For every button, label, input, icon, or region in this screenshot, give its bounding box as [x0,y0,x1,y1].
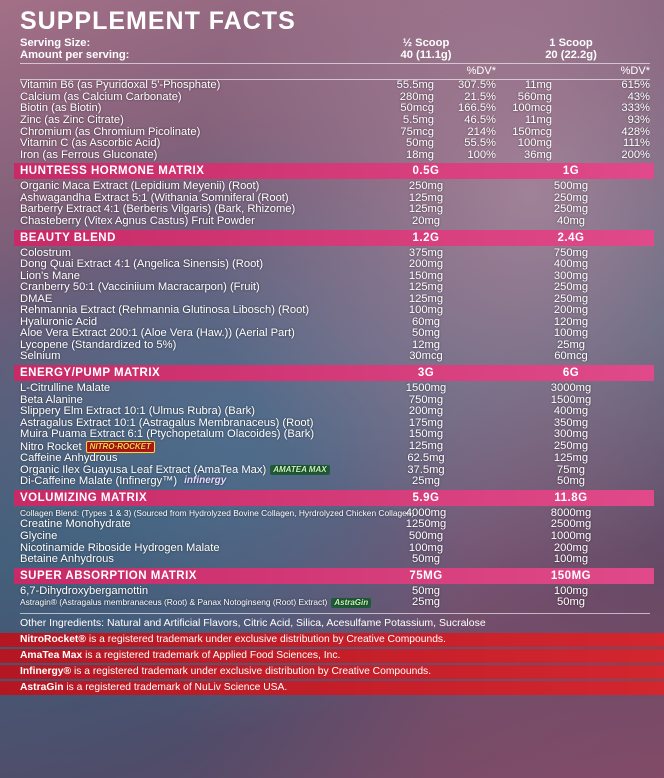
ingredient-label: Astragin® (Astragalus membranaceus (Root) & Panax Notoginseng (Root) Extract) [20,597,328,608]
section-total-half: 3G [417,367,435,379]
section-items [20,585,650,609]
section-title: ENERGY/PUMP MATRIX [20,367,161,379]
half-scoop-amount: 125mg [408,191,444,204]
full-scoop-amount: 25mg [557,338,585,351]
nutrient-name: Iron (as Ferrous Gluconate) [20,149,158,161]
vitamin-row [20,138,650,150]
ingredient-label: Muira Puama Extract 6:1 (Ptychopetalum Olacoides) (Bark) [20,428,315,441]
section-total-full: 6G [562,367,580,379]
ingredient-row [20,429,650,441]
half-scoop-amount: 60mg [412,315,440,328]
section-total-full: 11.8G [554,491,588,504]
half-scoop-amount: 50mg [406,138,434,150]
ingredient-label: Astragalus Extract 10:1 (Astragalus Membranaceus) (Root) [20,416,314,429]
trademark-text: is a registered trademark under exclusive distribution by Creative Compounds. [85,633,446,645]
half-scoop-amount: 125mg [408,292,444,305]
ingredient-row [20,597,650,609]
ingredient-label: Glycine [20,529,58,542]
full-scoop-dv: 428% [621,126,650,138]
section-total-full: 150MG [550,569,592,582]
ingredient-label: Creatine Monohydrate [20,518,131,531]
half-scoop-amount: 750mg [408,393,444,406]
full-scoop-amount: 250mg [553,292,589,305]
ingredient-name [20,282,360,294]
full-scoop-dv: 43% [627,91,650,103]
half-scoop-amount: 125mg [408,203,444,216]
section-items [20,247,650,363]
ingredient-label: Barberry Extract 4:1 (Berberis Vilgaris) (Bark, Rhizome) [20,203,296,216]
full-scoop-amount: 8000mg [550,506,592,519]
ingredient-label: Nicotinamide Riboside Hydrogen Malate [20,541,220,554]
full-scoop-dv: 333% [621,103,650,115]
half-scoop-amount: 20mg [412,214,440,227]
section-total-half: 75MG [409,569,443,582]
half-scoop-amount: 1500mg [405,382,447,394]
ingredient-name [20,429,360,441]
ingredient-name [20,597,369,609]
brand-logo-icon: NITRO·ROCKET [86,441,155,453]
ingredient-row [20,586,650,598]
ingredient-label: Collagen Blend: (Types 1 & 3) (Sourced from Hydrolyzed Bovine Collagen, Hyrdrolyzed Chicken Collagen) [20,507,415,518]
nutrient-name: Calcium (as Calcium Carbonate) [20,91,182,103]
section-total-half: 0.5G [412,165,440,178]
half-scoop-dv: 100% [467,149,496,161]
half-scoop-amount: 280mg [399,91,434,103]
trademark-brand: NitroRocket® [20,633,86,645]
facts-title: SUPPLEMENT FACTS [20,7,296,35]
trademark-note [0,665,664,679]
full-scoop-amount: 1500mg [550,393,592,406]
section-header-bar [14,230,654,246]
full-scoop-header: 1 Scoop [549,37,593,49]
full-scoop-amount: 250mg [553,191,589,204]
ingredient-label: Hyaluronic Acid [20,315,98,328]
half-scoop-amount: 500mg [408,529,444,542]
other-ingredients: Other Ingredients: Natural and Artificial Flavors, Citric Acid, Silica, Acesulfame Potassium, Sucralose [20,613,650,631]
ingredient-name [20,216,360,228]
ingredient-row [20,282,650,294]
full-scoop-amount: 100mg [517,138,552,150]
full-scoop-amount: 250mg [553,281,589,294]
half-scoop-amount: 200mg [408,405,444,418]
ingredient-label: Di-Caffeine Malate (Infinergy™) [20,475,178,488]
ingredient-row [20,216,650,228]
trademark-brand: Infinergy® [20,665,72,677]
half-scoop-amount: 100mg [408,541,444,554]
half-scoop-amount: 50mg [412,584,440,597]
trademark-text: is a registered trademark of Applied Food Sciences, Inc. [82,649,341,661]
half-scoop-amount: 125mg [408,439,444,452]
ingredient-row [20,554,650,566]
ingredient-label: Organic Ilex Guayusa Leaf Extract (AmaTea Max) [20,463,267,476]
half-scoop-amount: 30mcg [409,350,443,363]
ingredient-label: Betaine Anhydrous [20,553,114,566]
half-scoop-amount: 1250mg [405,518,447,531]
full-scoop-amount: 200mg [553,304,589,317]
facts-content [20,6,650,695]
full-scoop-amount: 750mg [553,246,589,259]
full-scoop-amount: 100mcg [512,103,552,115]
ingredient-label: Lycopene (Standardized to 5%) [20,338,177,351]
trademark-note [0,633,664,647]
ingredient-name [20,519,360,531]
ingredient-name [20,351,360,363]
full-scoop-dv: 615% [621,80,650,92]
half-scoop-amount: 37.5mg [407,463,445,476]
vitamin-row [20,92,650,104]
ingredient-name [20,586,360,598]
full-scoop-amount: 75mg [557,463,585,476]
full-scoop-amount: 1000mg [550,529,592,542]
half-scoop-amount: 4000mg [405,506,447,519]
half-scoop-amount: 375mg [408,246,444,259]
ingredient-row [20,383,650,395]
full-scoop-amount: 100mg [553,327,589,340]
daily-value-header-row [20,64,650,80]
section-title: SUPER ABSORPTION MATRIX [20,569,197,582]
half-scoop-amount: 100mg [408,304,444,317]
section-header-bar [14,163,654,179]
nutrient-name: Vitamin C (as Ascorbic Acid) [20,138,161,150]
ingredient-label: 6,7-Dihydroxybergamottin [20,584,149,597]
full-scoop-amount: 500mg [553,180,589,193]
section-header-bar [14,568,654,584]
full-scoop-amount: 300mg [553,269,589,282]
full-scoop-amount: 120mg [553,315,589,328]
half-scoop-dv: 166.5% [458,103,496,115]
full-scoop-amount: 100mg [553,584,589,597]
full-scoop-amount: 2500mg [550,518,592,531]
half-scoop-amount: 75mcg [400,126,434,138]
section-title: HUNTRESS HORMONE MATRIX [20,165,205,178]
ingredient-row [20,259,650,271]
full-scoop-amount: 40mg [557,214,585,227]
ingredient-label: L-Citrulline Malate [20,382,111,394]
full-scoop-amount: 11mg [524,80,552,92]
full-scoop-amount: 400mg [553,258,589,271]
brand-logo-icon: infinergy [184,475,227,487]
half-scoop-amount: 50mg [412,553,440,566]
half-scoop-amount: 25mg [412,475,440,488]
ingredient-row [20,351,650,363]
half-scoop-amount: 62.5mg [407,452,445,465]
full-scoop-amount: 250mg [553,439,589,452]
full-scoop-servings: 20 (22.2g) [545,48,597,61]
trademark-text: is a registered trademark under exclusive distribution by Creative Compounds. [71,665,432,677]
amount-per-serving-label: Amount per serving: [20,48,130,61]
half-scoop-amount: 175mg [408,416,444,429]
full-scoop-amount: 125mg [553,452,589,465]
full-scoop-amount: 50mg [557,596,585,609]
ingredient-label: Ashwagandha Extract 5:1 (Withania Somniferal (Root) [20,191,289,204]
full-scoop-dv: 93% [627,114,650,126]
ingredient-label: Lion's Mane [20,269,80,282]
nutrient-name: Vitamin B6 (as Pyuridoxal 5'-Phosphate) [20,80,221,92]
trademark-text: is a registered trademark of NuLiv Science USA. [63,681,288,693]
half-scoop-dv: 21.5% [464,91,496,103]
nutrient-name: Biotin (as Biotin) [20,103,102,115]
full-scoop-amount: 150mcg [512,126,552,138]
ingredient-label: Organic Maca Extract (Lepidium Meyenii) (Root) [20,180,260,193]
half-scoop-amount: 150mg [408,269,444,282]
ingredient-label: Slippery Elm Extract 10:1 (Ulmus Rubra) (Bark) [20,405,255,418]
section-title: BEAUTY BLEND [20,231,116,244]
section-items [20,507,650,566]
full-scoop-amount: 60mcg [554,350,588,363]
vitamin-row [20,127,650,139]
section-total-full: 1G [562,165,580,178]
half-scoop-amount: 55.5mg [396,80,434,92]
ingredient-name [20,476,360,488]
dv-header-full: %DV* [620,65,650,78]
nutrient-name: Chromium (as Chromium Picolinate) [20,126,201,138]
half-scoop-header: ½ Scoop [402,37,450,49]
half-scoop-amount: 50mg [412,327,440,340]
ingredient-label: Cranberry 50:1 (Vacciniium Macracarpon) (Fruit) [20,281,260,294]
half-scoop-amount: 125mg [408,281,444,294]
full-scoop-amount: 36mg [524,149,552,161]
section-title: VOLUMIZING MATRIX [20,491,148,504]
vitamin-row [20,80,650,92]
ingredient-label: Selnium [20,350,61,363]
ingredient-label: Caffeine Anhydrous [20,452,118,465]
ingredient-label: Rehmannia Extract (Rehmannia Glutinosa Libosch) (Root) [20,304,310,317]
full-scoop-dv: 200% [621,149,650,161]
ingredient-label: Aloe Vera Extract 200:1 (Aloe Vera (Haw.)) (Aerial Part) [20,327,295,340]
full-scoop-dv: 111% [623,138,650,150]
half-scoop-amount: 50mcg [400,103,434,115]
half-scoop-amount: 25mg [412,596,440,609]
half-scoop-dv: 307.5% [458,80,496,92]
full-scoop-amount: 3000mg [550,382,592,394]
ingredient-name [20,554,360,566]
half-scoop-amount: 250mg [408,180,444,193]
nutrient-name: Zinc (as Zinc Citrate) [20,114,124,126]
half-scoop-servings: 40 (11.1g) [400,48,452,61]
vitamin-row [20,103,650,115]
dv-header-half: %DV* [466,65,496,78]
full-scoop-amount: 400mg [553,405,589,418]
ingredient-label: Chasteberry (Vitex Agnus Castus) Fruit Powder [20,214,255,227]
section-items [20,382,650,488]
half-scoop-amount: 5.5mg [402,114,434,126]
half-scoop-amount: 18mg [406,149,434,161]
ingredient-label: Colostrum [20,246,71,259]
half-scoop-amount: 200mg [408,258,444,271]
ingredient-label: Nitro Rocket [20,440,82,453]
full-scoop-amount: 300mg [553,428,589,441]
full-scoop-amount: 350mg [553,416,589,429]
full-scoop-amount: 200mg [553,541,589,554]
full-scoop-amount: 250mg [553,203,589,216]
section-total-full: 2.4G [557,231,585,244]
trademark-brand: AstraGin [20,681,64,693]
ingredient-row [20,476,650,488]
ingredient-label: Dong Quai Extract 4:1 (Angelica Sinensis) (Root) [20,258,264,271]
section-total-half: 1.2G [412,231,440,244]
section-total-half: 5.9G [412,491,440,504]
half-scoop-dv: 214% [467,126,496,138]
full-scoop-amount: 560mg [517,91,552,103]
ingredient-sections [20,163,650,608]
full-scoop-amount: 100mg [553,553,589,566]
section-header-bar [14,365,654,381]
half-scoop-amount: 12mg [412,338,440,351]
ingredient-label: Beta Alanine [20,393,83,406]
trademark-brand: AmaTea Max [20,649,83,661]
vitamin-row [20,115,650,127]
trademark-note [0,681,664,695]
vitamin-row [20,150,650,162]
full-scoop-amount: 11mg [524,114,552,126]
half-scoop-dv: 55.5% [464,138,496,150]
serving-size-label: Serving Size: [20,37,91,49]
section-header-bar [14,490,654,506]
section-items [20,180,650,227]
half-scoop-dv: 46.5% [464,114,496,126]
ingredient-name [20,340,360,352]
full-scoop-amount: 50mg [557,475,585,488]
ingredient-label: DMAE [20,292,53,305]
serving-size-row [20,38,650,50]
trademark-note [0,649,664,663]
amount-per-serving-row [20,50,650,62]
brand-logo-icon: AMATEA MAX [270,465,329,475]
brand-logo-icon: AstraGin [331,598,371,608]
trademark-notes [0,633,664,695]
vitamin-list [20,80,650,161]
half-scoop-amount: 150mg [408,428,444,441]
